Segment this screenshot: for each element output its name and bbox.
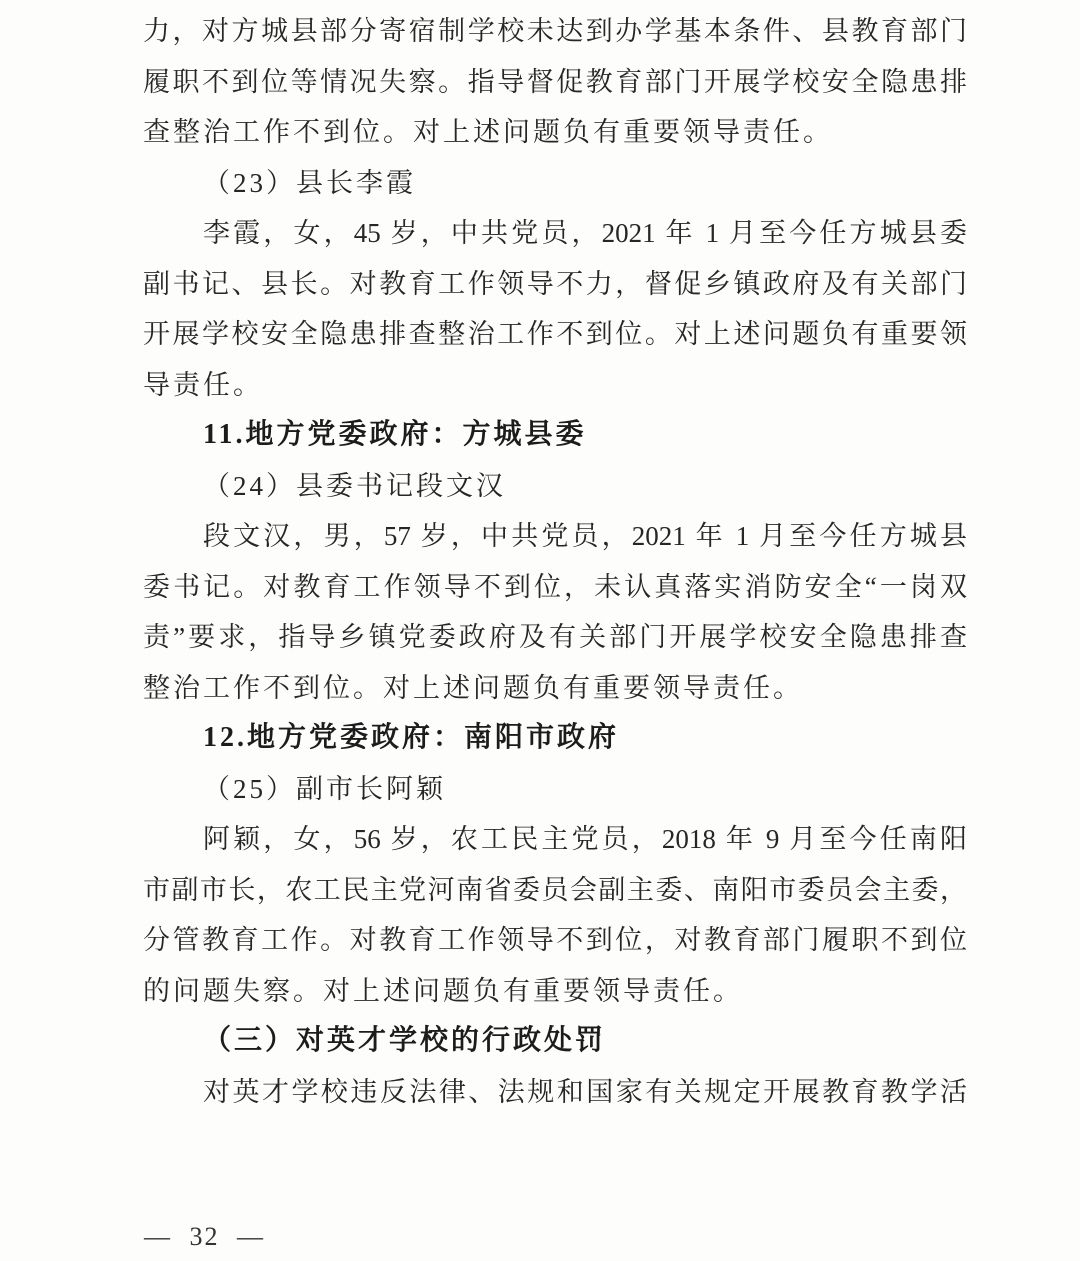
section-heading: 12.地方党委政府：南阳市政府 [203, 722, 620, 753]
text-line: 查整治工作不到位。对上述问题负有重要领导责任。 [143, 117, 833, 147]
text-line: 整治工作不到位。对上述问题负有重要领导责任。 [143, 672, 803, 703]
text-line: （23）县长李霞 [203, 167, 416, 198]
page-number: — 32 — [144, 1222, 265, 1251]
text-line: 委书记。对教育工作领导不到位，未认真落实消防安全“一岗双 [143, 571, 967, 602]
text-line: （24）县委书记段文汉 [203, 470, 506, 501]
text-line: 对英才学校违反法律、法规和国家有关规定开展教育教学活 [203, 1076, 967, 1107]
text-line: 开展学校安全隐患排查整治工作不到位。对上述问题负有重要领 [143, 319, 967, 349]
section-heading: （三）对英才学校的行政处罚 [203, 1025, 607, 1056]
text-line: 李霞，女，45 岁，中共党员，2021 年 1 月至今任方城县委 [203, 218, 967, 248]
text-line: 阿颖，女，56 岁，农工民主党员，2018 年 9 月至今任南阳 [203, 824, 967, 854]
text-line: 责”要求，指导乡镇党委政府及有关部门开展学校安全隐患排查 [143, 622, 967, 652]
text-line: 导责任。 [143, 369, 263, 400]
text-line: 履职不到位等情况失察。指导督促教育部门开展学校安全隐患排 [143, 66, 967, 97]
text-line: 分管教育工作。对教育工作领导不到位，对教育部门履职不到位 [143, 925, 967, 955]
text-line: 段文汉，男，57 岁，中共党员，2021 年 1 月至今任方城县 [203, 521, 967, 551]
text-line: 的问题失察。对上述问题负有重要领导责任。 [143, 975, 743, 1006]
text-line: 力，对方城县部分寄宿制学校未达到办学基本条件、县教育部门 [143, 16, 967, 46]
text-line: 市副市长，农工民主党河南省委员会副主委、南阳市委员会主委， [143, 874, 967, 905]
text-line: （25）副市长阿颖 [203, 773, 446, 804]
document-body [143, 6, 967, 1117]
section-heading: 11.地方党委政府：方城县委 [203, 419, 587, 450]
text-line: 副书记、县长。对教育工作领导不力，督促乡镇政府及有关部门 [143, 268, 967, 299]
